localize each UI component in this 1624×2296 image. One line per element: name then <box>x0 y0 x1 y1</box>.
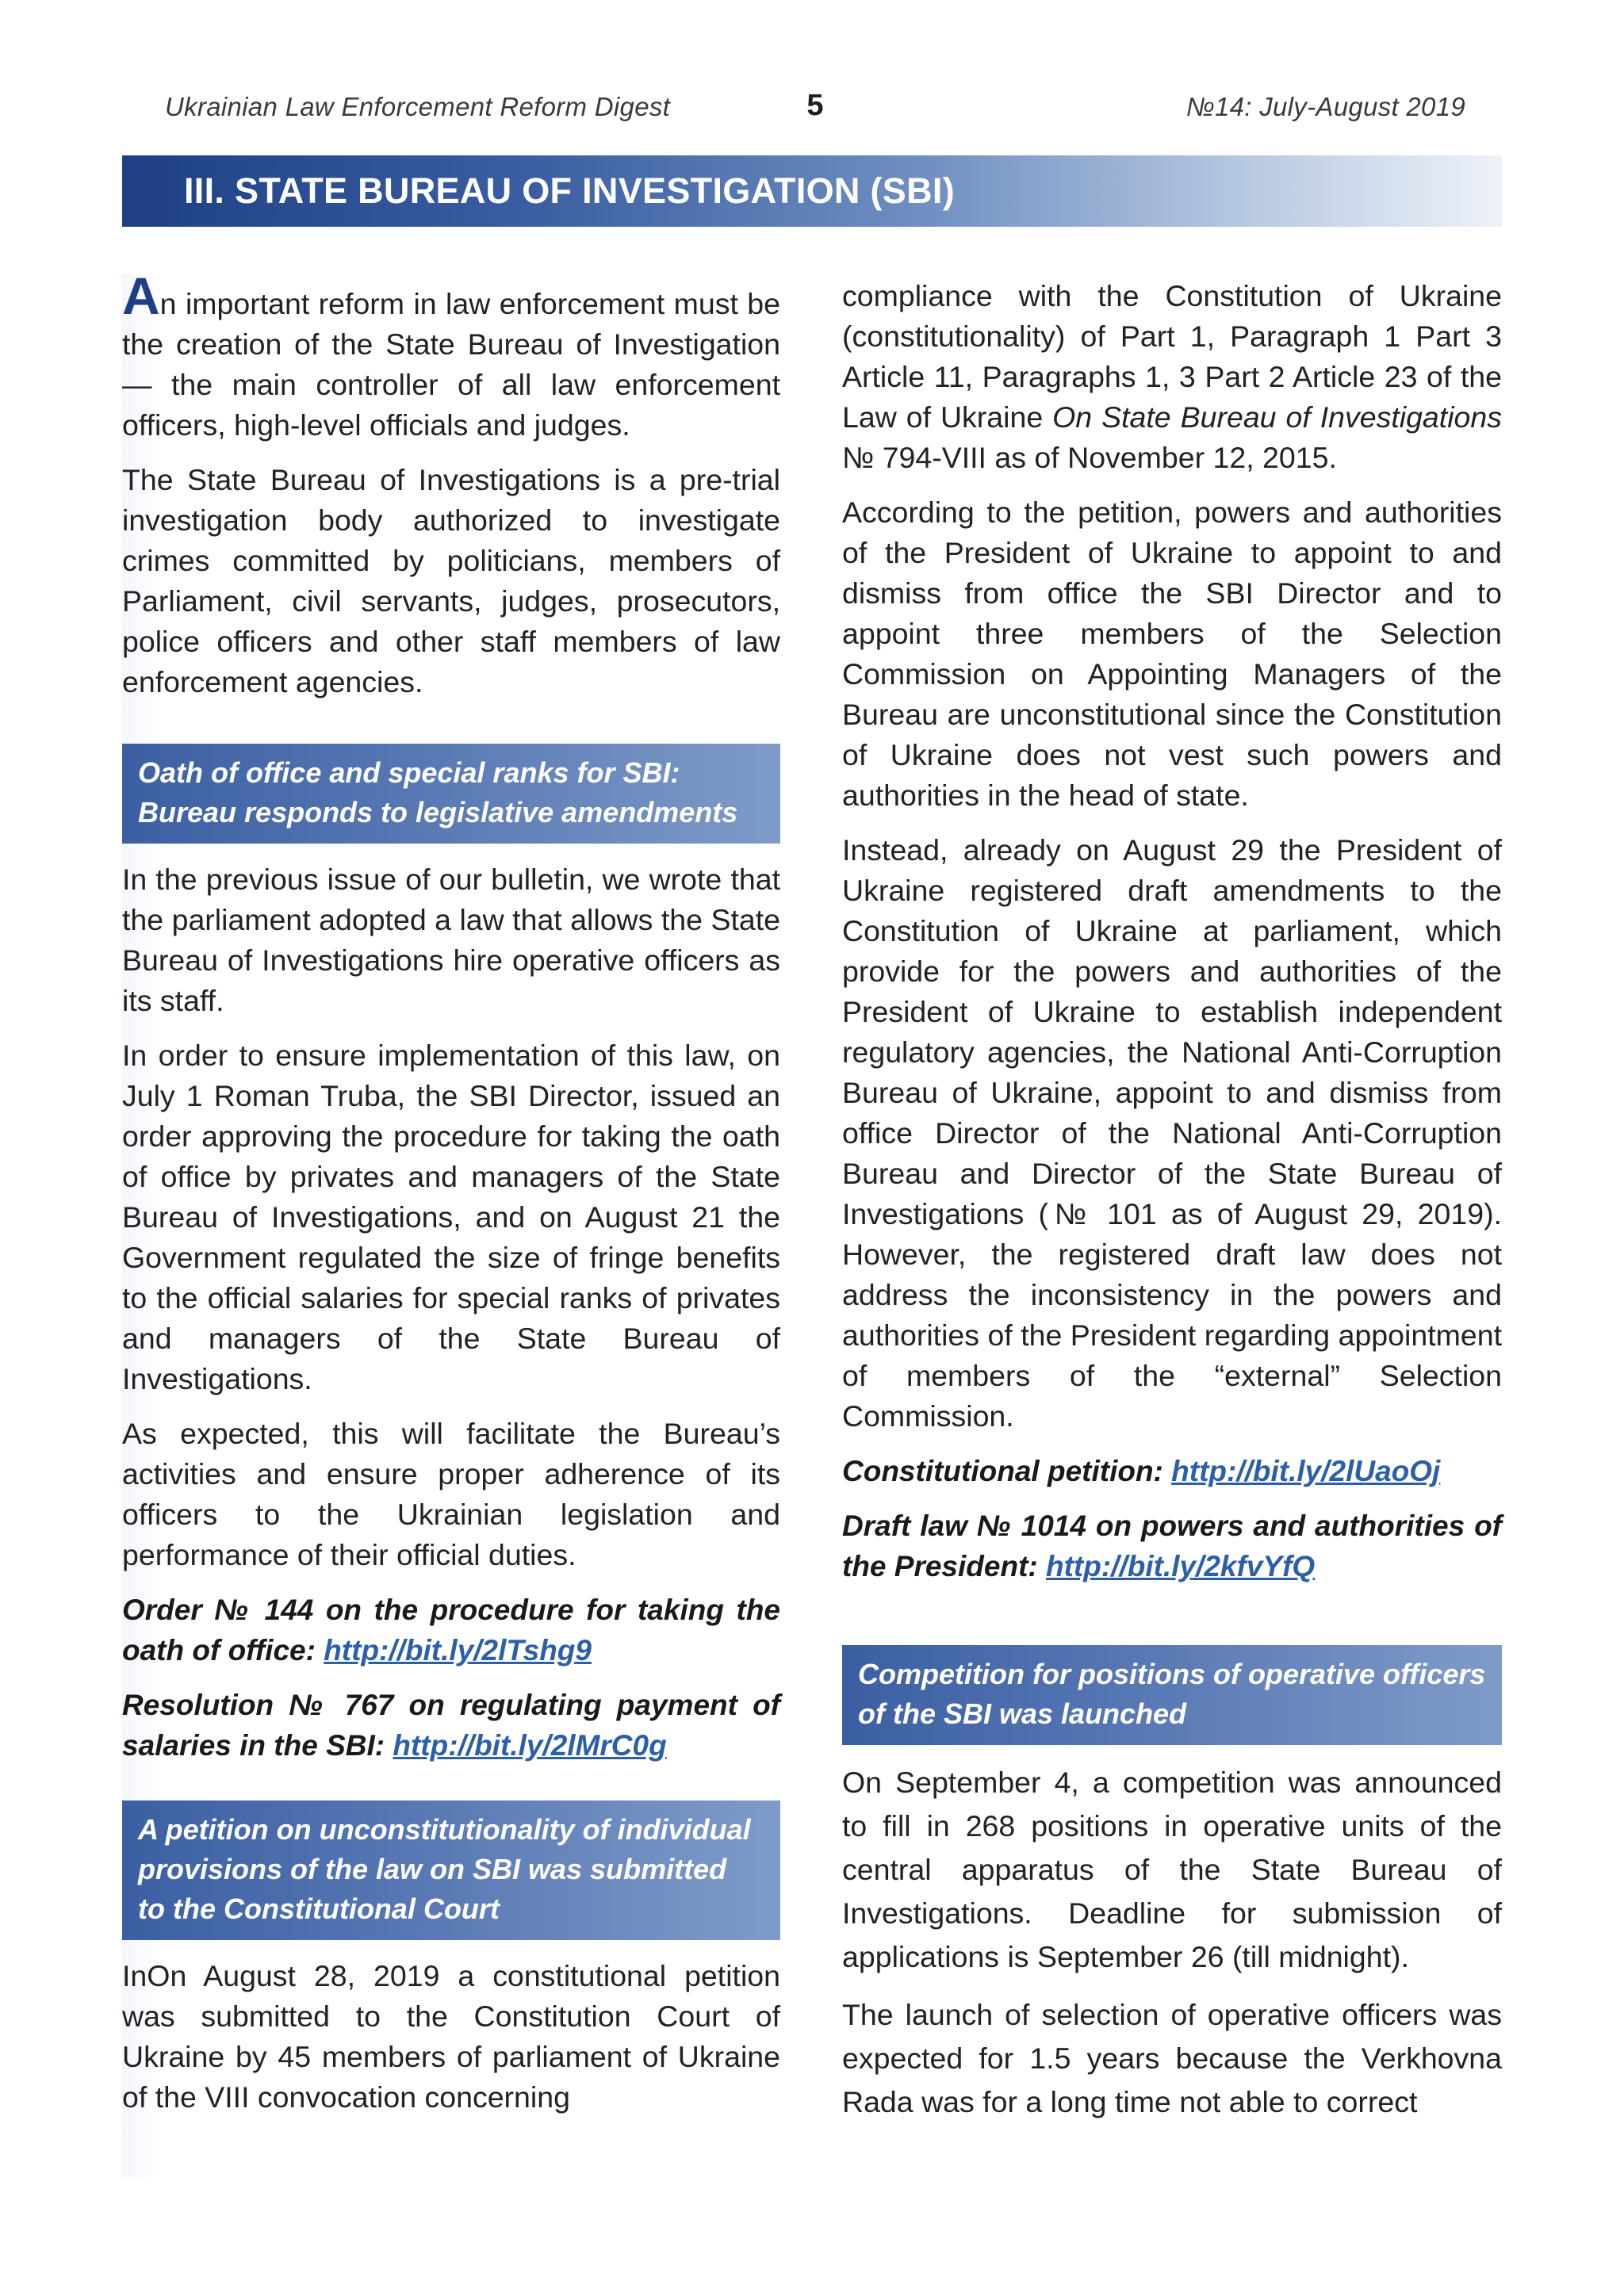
subheading-competition-text: Competition for positions of operative officers of the SBI was launched <box>858 1658 1486 1730</box>
previous-issue-paragraph: In the previous issue of our bulletin, we wrote that the parliament adopted a law that allows the State Bureau of Investigations hire operative officers as its staff. <box>122 863 780 1017</box>
competition-announced-paragraph: On September 4, a competition was announced to fill in 268 positions in operative units of the central apparatus of the State Bureau of Investigations. Deadline for submission of applications is September 26 (till midnight). <box>842 1766 1502 1973</box>
constitutionality-paragraph <box>842 276 1502 478</box>
right-column <box>842 276 1502 2138</box>
subheading-petition-line-1: A petition on unconstitutionality of individual <box>138 1813 751 1846</box>
reference-draft-law-1014 <box>842 1506 1502 1586</box>
reference-constitutional-petition <box>842 1451 1502 1491</box>
subheading-oath-of-office <box>122 744 780 844</box>
page-number: 5 <box>806 89 824 122</box>
reference-draft-law-link[interactable]: http://bit.ly/2kfvYfQ <box>1046 1550 1316 1582</box>
expected-effect-paragraph: As expected, this will facilitate the Bureau’s activities and ensure proper adherence of its officers to the Ukrainian legislation and performance of their official duties. <box>122 1417 780 1571</box>
left-column <box>122 266 780 2132</box>
reference-order-144-label: Order № 144 on the procedure for taking the oath of office: <box>122 1594 780 1667</box>
intro-paragraph <box>122 266 780 446</box>
sbi-definition-paragraph: The State Bureau of Investigations is a pre-trial investigation body authorized to investigate crimes committed by politicians, members of Parliament, civil servants, judges, prosecutors, police officers and other staff members of law enforcement agencies. <box>122 463 780 698</box>
draft-amendments-paragraph: Instead, already on August 29 the President of Ukraine registered draft amendments to the Constitution of Ukraine at parliament, which provide for the powers and authorities of the President of Ukraine to establish independent regulatory agencies, the National Anti-Corruption Bureau of Ukraine, appoint to and dismiss from office Director of the National Anti-Corruption Bureau and Director of the State Bureau of Investigations (№ 101 as of August 29, 2019). However, the registered draft law does not address the inconsistency in the powers and authorities of the President regarding appointment of members of the “external” Selection Commission. <box>842 833 1502 1433</box>
reference-order-144 <box>122 1590 780 1670</box>
subheading-oath-text: Oath of office and special ranks for SBI: Bureau responds to legislative amendments <box>138 756 738 828</box>
section-title: III. STATE BUREAU OF INVESTIGATION (SBI) <box>184 170 956 211</box>
petition-powers-paragraph: According to the petition, powers and authorities of the President of Ukraine to appoint to and dismiss from office the SBI Director and to appoint three members of the Selection Commission on Appointing Managers of the Bureau are unconstitutional since the Constitution of Ukraine does not vest such powers and authorities in the head of state. <box>842 496 1502 812</box>
issue-number: №14: July-August 2019 <box>1185 92 1465 121</box>
selection-launch-paragraph: The launch of selection of operative officers was expected for 1.5 years because the Verkhovna Rada was for a long time not able to correct <box>842 1998 1502 2118</box>
reference-resolution-767-link[interactable]: http://bit.ly/2lMrC0g <box>393 1729 667 1762</box>
reference-petition-link[interactable]: http://bit.ly/2lUaoOj <box>1171 1455 1441 1487</box>
reference-resolution-767-label: Resolution № 767 on regulating payment of salaries in the SBI: <box>122 1689 780 1762</box>
reference-order-144-link[interactable]: http://bit.ly/2lTshg9 <box>324 1634 592 1667</box>
section-banner <box>122 155 1502 227</box>
law-title-italic: On State Bureau of Investigations <box>1052 400 1502 434</box>
subheading-constitutional-petition <box>122 1800 780 1940</box>
reference-petition-label: Constitutional petition: <box>842 1455 1172 1487</box>
running-header <box>165 89 1465 133</box>
subheading-petition-line-2: provisions of the law on SBI was submitted <box>138 1853 727 1885</box>
reference-draft-law-label: Draft law № 1014 on powers and authorities of the President: <box>842 1510 1502 1582</box>
intro-text: n important reform in law enforcement must be the creation of the State Bureau of Investigation — the main controller of all law enforcement officers, high-level officials and judges. <box>122 287 780 442</box>
drop-cap: A <box>122 266 160 325</box>
publication-title: Ukrainian Law Enforcement Reform Digest <box>165 92 671 121</box>
subheading-petition-line-3: to the Constitutional Court <box>138 1892 500 1925</box>
petition-submitted-paragraph: InOn August 28, 2019 a constitutional petition was submitted to the Constitution Court of Ukraine by 45 members of parliament of Ukraine of the VIII convocation concerning <box>122 1959 780 2114</box>
subheading-competition <box>842 1645 1502 1745</box>
reference-resolution-767 <box>122 1685 780 1766</box>
implementation-paragraph: In order to ensure implementation of this law, on July 1 Roman Truba, the SBI Director, issued an order approving the procedure for taking the oath of office by privates and managers of the State Bureau of Investigations, and on August 21 the Government regulated the size of fringe benefits to the official salaries for special ranks of privates and managers of the State Bureau of Investigations. <box>122 1039 780 1395</box>
constitutionality-text-a: compliance with the Constitution of Ukraine (constitutionality) of Part 1, Paragraph 1 Part 3 Article 11, Paragraphs 1, 3 Part 2 Article 23 of the Law of Ukraine <box>842 279 1502 434</box>
constitutionality-text-b: № 794-VIII as of November 12, 2015. <box>842 441 1337 474</box>
